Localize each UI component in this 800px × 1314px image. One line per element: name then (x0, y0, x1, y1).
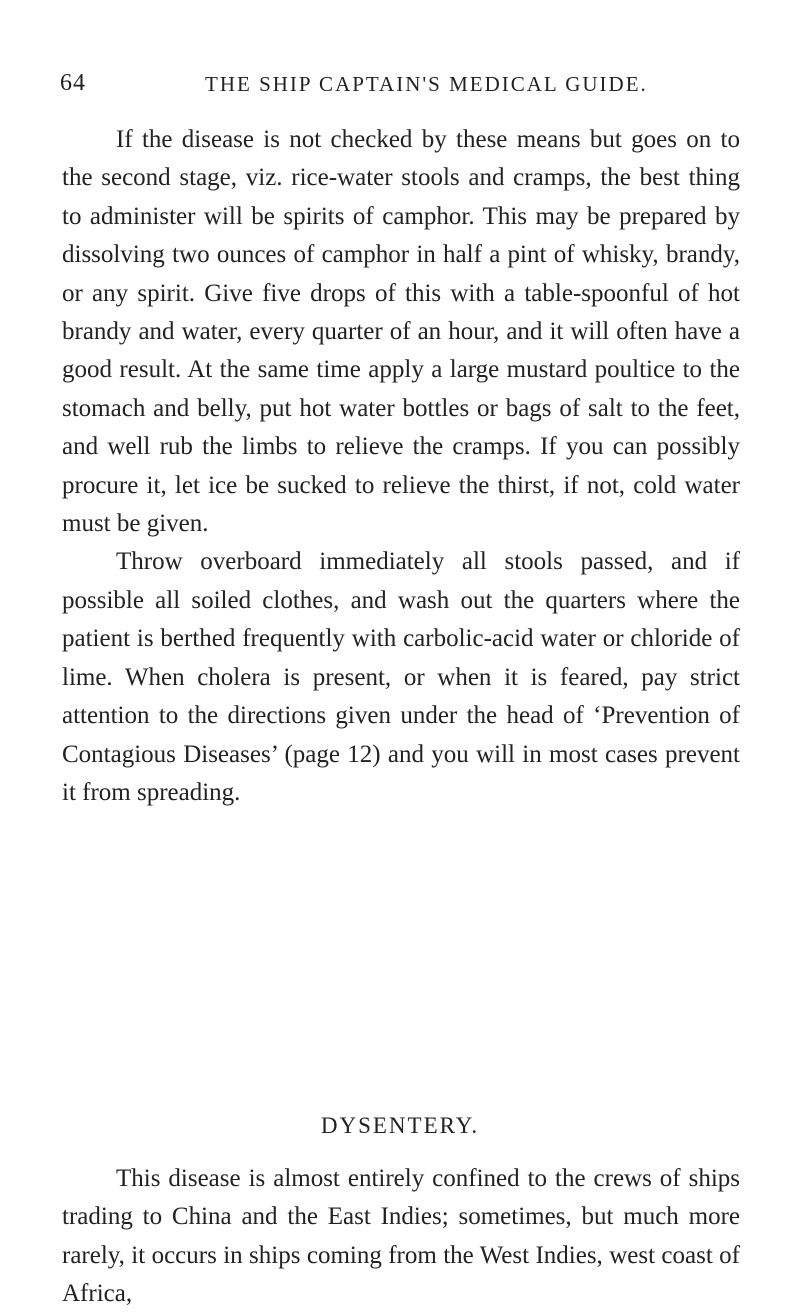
running-title: THE SHIP CAPTAIN'S MEDICAL GUIDE. (205, 72, 648, 96)
paragraph: This disease is almost entirely confined to the crews of ships trading to China and the East Indies; sometimes, but much more rarely, it occurs in ships coming from the West Indies, west coast of Africa, (62, 1165, 740, 1308)
page-number: 64 (60, 70, 86, 96)
section-heading: DYSENTERY. (320, 1113, 480, 1138)
paragraph: If the disease is not checked by these means but goes on to the second stage, viz. rice-water stools and cramps, the best thing to administer will be spirits of camphor. This may be prepared by dissolving two ounces of camphor in half a pint of whisky, brandy, or any spirit. Give five drops of this with a table-spoonful of hot brandy and water, every quarter of an hour, and it will often have a good result. At the same time apply a large mustard poultice to the stomach and belly, put hot water bottles or bags of salt to the feet, and well rub the limbs to relieve the cramps. If you can possibly procure it, let ice be sucked to relieve the thirst, if not, cold water must be given. (62, 126, 740, 538)
section-body (62, 1160, 740, 1314)
body-text (62, 121, 740, 812)
paragraph: Throw overboard immediately all stools passed, and if possible all soiled clothes, and wash out the quarters where the patient is berthed frequently with carbolic-acid water or chloride of lime. When cholera is present, or when it is feared, pay strict attention to the directions given under the head of ‘Prevention of Contagious Diseases’ (page 12) and you will in most cases prevent it from spreading. (62, 548, 740, 806)
